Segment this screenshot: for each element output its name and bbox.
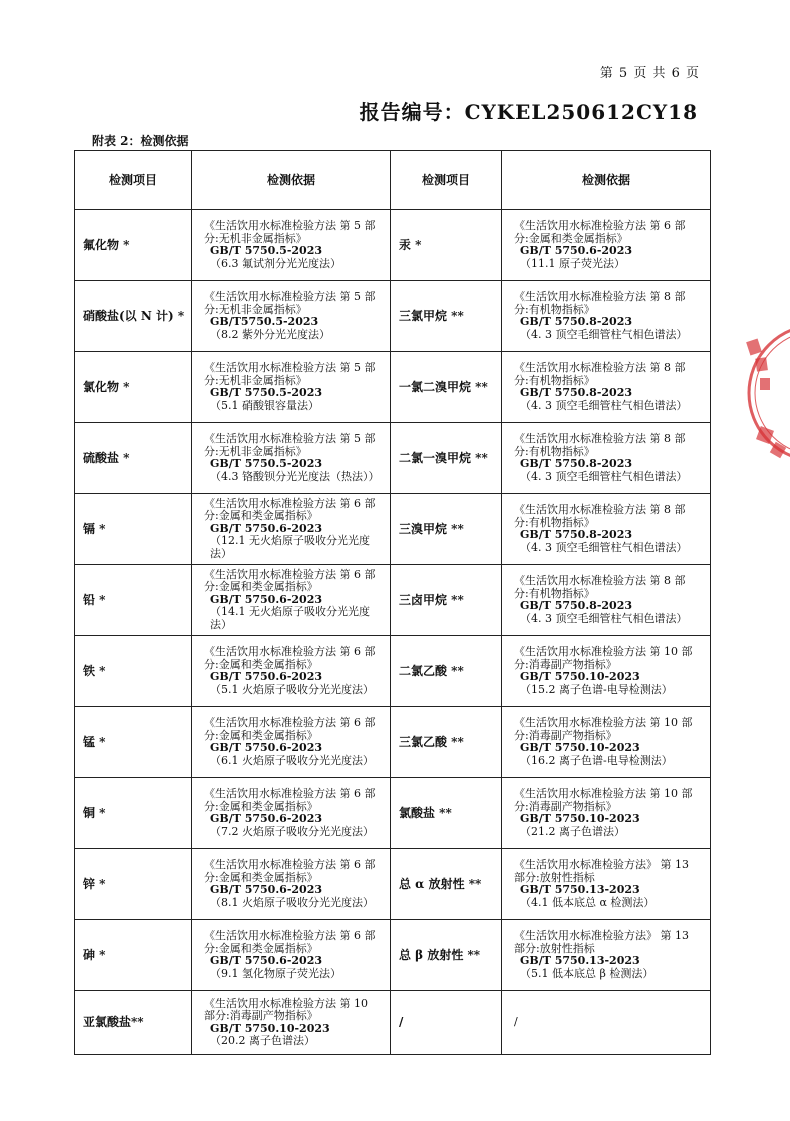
basis-line: 分:金属和类金属指标》 — [204, 870, 318, 884]
test-basis-left — [192, 991, 391, 1055]
basis-line: GB/T 5750.8-2023 — [520, 315, 633, 328]
test-item-left: 氟化物 * — [75, 210, 192, 281]
basis-line: 《生活饮用水标准检验方法 第 6 部 — [204, 929, 376, 942]
official-seal-stamp — [742, 318, 790, 468]
basis-line: GB/T 5750.6-2023 — [210, 670, 323, 683]
test-item-left: 镉 * — [75, 494, 192, 565]
test-item-left: 硫酸盐 * — [75, 423, 192, 494]
page-number: 第 5 页 共 6 页 — [599, 66, 700, 81]
table-row — [75, 423, 711, 494]
test-basis-right — [502, 494, 711, 565]
basis-line: GB/T 5750.6-2023 — [520, 244, 633, 257]
test-item-left: 硝酸盐(以 N 计) * — [75, 281, 192, 352]
basis-line: 分:金属和类金属指标》 — [204, 941, 318, 955]
basis-line: 《生活饮用水标准检验方法 第 8 部 — [514, 574, 686, 587]
basis-line: GB/T 5750.5-2023 — [210, 386, 323, 399]
basis-line: 分:金属和类金属指标》 — [204, 580, 318, 594]
basis-line: （9.1 氢化物原子荧光法） — [210, 966, 341, 980]
basis-line: 分:无机非金属指标》 — [204, 302, 307, 316]
header-item-right: 检测项目 — [391, 151, 502, 210]
test-basis-left — [192, 636, 391, 707]
basis-line: （8.1 火焰原子吸收分光光度法） — [210, 895, 374, 909]
basis-line: 分:有机物指标》 — [514, 444, 595, 458]
basis-line: 《生活饮用水标准检验方法 第 5 部 — [204, 361, 376, 374]
test-item-left: 氯化物 * — [75, 352, 192, 423]
basis-line: 分:消毒副产物指标》 — [514, 799, 617, 813]
basis-line: （5.1 硝酸银容量法） — [210, 398, 319, 412]
basis-line: （5.1 低本底总 β 检测法） — [520, 966, 654, 980]
basis-line: （12.1 无火焰原子吸收分光光度 — [210, 534, 370, 548]
basis-line: 《生活饮用水标准检验方法 第 10 部 — [514, 787, 693, 800]
test-basis-left — [192, 920, 391, 991]
basis-line: 《生活饮用水标准检验方法 第 6 部 — [204, 496, 376, 510]
inspection-basis-table — [74, 150, 711, 1055]
table-row — [75, 778, 711, 849]
basis-line: （15.2 离子色谱-电导检测法） — [520, 682, 673, 696]
basis-line: （5.1 火焰原子吸收分光光度法） — [210, 682, 374, 696]
test-basis-left — [192, 281, 391, 352]
table-row — [75, 849, 711, 920]
test-item-right: 三氯甲烷 ** — [391, 281, 502, 352]
table-body — [75, 210, 711, 1055]
test-basis-left — [192, 494, 391, 565]
basis-line: 部分:消毒副产物指标》 — [204, 1009, 318, 1022]
basis-line: （16.2 离子色谱-电导检测法） — [520, 753, 673, 767]
test-item-right: 二氯一溴甲烷 ** — [391, 423, 502, 494]
basis-line: GB/T 5750.6-2023 — [210, 812, 323, 825]
basis-line: （14.1 无火焰原子吸收分光光度 — [210, 605, 370, 619]
test-item-right: 汞 * — [391, 210, 502, 281]
test-basis-right — [502, 210, 711, 281]
table-header-row — [75, 151, 711, 210]
test-item-right: 总 β 放射性 ** — [391, 920, 502, 991]
basis-line: （4. 3 顶空毛细管柱气相色谱法） — [520, 469, 688, 483]
basis-line: （21.2 离子色谱法） — [520, 824, 625, 838]
basis-line: 《生活饮用水标准检验方法》 第 13 — [514, 929, 689, 942]
basis-line: 《生活饮用水标准检验方法 第 8 部 — [514, 503, 686, 516]
table-row — [75, 920, 711, 991]
test-basis-right — [502, 778, 711, 849]
table-caption: 附表 2：检测依据 — [92, 134, 189, 148]
test-basis-right — [502, 849, 711, 920]
basis-line: （4. 3 顶空毛细管柱气相色谱法） — [520, 398, 688, 412]
basis-line: 分:金属和类金属指标》 — [204, 657, 318, 671]
basis-line: 《生活饮用水标准检验方法 第 6 部 — [204, 858, 376, 871]
basis-line: 法） — [210, 617, 232, 631]
test-item-right: 三溴甲烷 ** — [391, 494, 502, 565]
basis-line: 分:金属和类金属指标》 — [204, 728, 318, 742]
table-row — [75, 636, 711, 707]
test-item-left: 锰 * — [75, 707, 192, 778]
test-item-right: / — [391, 991, 502, 1055]
basis-line: 分:金属和类金属指标》 — [514, 231, 628, 245]
test-item-left: 铁 * — [75, 636, 192, 707]
basis-line: GB/T 5750.6-2023 — [210, 954, 323, 967]
test-item-left: 亚氯酸盐** — [75, 991, 192, 1055]
basis-line: 《生活饮用水标准检验方法 第 6 部 — [204, 567, 376, 581]
test-item-left: 铅 * — [75, 565, 192, 636]
basis-line: （20.2 离子色谱法） — [210, 1034, 315, 1047]
basis-line: （6.1 火焰原子吸收分光光度法） — [210, 753, 374, 767]
table-row — [75, 991, 711, 1055]
basis-line: GB/T 5750.10-2023 — [520, 670, 640, 683]
basis-line: 分:无机非金属指标》 — [204, 444, 307, 458]
test-basis-right — [502, 565, 711, 636]
report-number: 报告编号：CYKEL250612CY18 — [359, 100, 698, 124]
basis-line: GB/T 5750.10-2023 — [210, 1021, 330, 1035]
test-item-right: 总 α 放射性 ** — [391, 849, 502, 920]
basis-line: （4.1 低本底总 α 检测法） — [520, 895, 655, 909]
test-basis-left — [192, 210, 391, 281]
test-item-right: 三卤甲烷 ** — [391, 565, 502, 636]
basis-line: 分:消毒副产物指标》 — [514, 657, 617, 671]
basis-line: 《生活饮用水标准检验方法 第 5 部 — [204, 432, 376, 445]
basis-line: 部分:放射性指标 — [514, 941, 595, 955]
test-item-right: 三氯乙酸 ** — [391, 707, 502, 778]
basis-line: 分:无机非金属指标》 — [204, 373, 307, 387]
basis-line: 《生活饮用水标准检验方法 第 10 部 — [514, 645, 693, 658]
test-basis-left — [192, 849, 391, 920]
basis-line: 分:金属和类金属指标》 — [204, 509, 318, 523]
basis-line: 《生活饮用水标准检验方法》 第 13 — [514, 858, 689, 871]
header-basis-right: 检测依据 — [502, 151, 711, 210]
test-basis-right — [502, 707, 711, 778]
table-row — [75, 352, 711, 423]
basis-line: 部分:放射性指标 — [514, 870, 595, 884]
basis-line: GB/T 5750.6-2023 — [210, 741, 323, 754]
basis-line: GB/T 5750.10-2023 — [520, 812, 640, 825]
basis-line: （4. 3 顶空毛细管柱气相色谱法） — [520, 540, 688, 554]
basis-line: 《生活饮用水标准检验方法 第 5 部 — [204, 290, 376, 303]
basis-line: （6.3 氟试剂分光光度法） — [210, 256, 341, 270]
basis-line: 分:有机物指标》 — [514, 515, 595, 529]
basis-line: 《生活饮用水标准检验方法 第 10 部 — [514, 716, 693, 729]
basis-line: GB/T 5750.8-2023 — [520, 599, 633, 612]
header-item-left: 检测项目 — [75, 151, 192, 210]
basis-line: 分:消毒副产物指标》 — [514, 728, 617, 742]
basis-line: 分:有机物指标》 — [514, 586, 595, 600]
basis-line: / — [514, 1015, 518, 1029]
test-basis-right — [502, 423, 711, 494]
table-row — [75, 281, 711, 352]
basis-line: （7.2 火焰原子吸收分光光度法） — [210, 824, 374, 838]
basis-line: （8.2 紫外分光光度法） — [210, 327, 330, 341]
test-basis-left — [192, 707, 391, 778]
basis-line: 《生活饮用水标准检验方法 第 10 — [204, 996, 368, 1010]
basis-line: GB/T5750.5-2023 — [210, 315, 319, 328]
table-row — [75, 210, 711, 281]
basis-line: GB/T 5750.13-2023 — [520, 883, 640, 896]
basis-line: （4.3 铬酸钡分光光度法（热法）） — [210, 469, 380, 483]
table-row — [75, 565, 711, 636]
test-basis-left — [192, 565, 391, 636]
basis-line: GB/T 5750.8-2023 — [520, 528, 633, 541]
test-basis-right — [502, 352, 711, 423]
basis-line: GB/T 5750.8-2023 — [520, 457, 633, 470]
basis-line: GB/T 5750.8-2023 — [520, 386, 633, 399]
basis-line: 《生活饮用水标准检验方法 第 6 部 — [204, 787, 376, 800]
table-row — [75, 494, 711, 565]
basis-line: 《生活饮用水标准检验方法 第 8 部 — [514, 290, 686, 303]
test-basis-right — [502, 636, 711, 707]
table-row — [75, 707, 711, 778]
basis-line: GB/T 5750.13-2023 — [520, 954, 640, 967]
test-basis-right — [502, 920, 711, 991]
basis-line: 分:有机物指标》 — [514, 373, 595, 387]
test-basis-left — [192, 423, 391, 494]
basis-line: 法） — [210, 546, 232, 560]
test-item-right: 氯酸盐 ** — [391, 778, 502, 849]
basis-line: 《生活饮用水标准检验方法 第 6 部 — [204, 716, 376, 729]
basis-line: 分:金属和类金属指标》 — [204, 799, 318, 813]
test-basis-right — [502, 991, 711, 1055]
basis-line: 《生活饮用水标准检验方法 第 6 部 — [514, 219, 686, 232]
test-item-left: 锌 * — [75, 849, 192, 920]
basis-line: 《生活饮用水标准检验方法 第 6 部 — [204, 645, 376, 658]
basis-line: GB/T 5750.6-2023 — [210, 883, 323, 896]
basis-line: （11.1 原子荧光法） — [520, 256, 625, 270]
basis-line: 《生活饮用水标准检验方法 第 8 部 — [514, 361, 686, 374]
test-basis-left — [192, 352, 391, 423]
header-basis-left: 检测依据 — [192, 151, 391, 210]
basis-line: （4. 3 顶空毛细管柱气相色谱法） — [520, 611, 688, 625]
basis-line: GB/T 5750.6-2023 — [210, 521, 323, 535]
basis-line: GB/T 5750.10-2023 — [520, 741, 640, 754]
test-item-right: 二氯乙酸 ** — [391, 636, 502, 707]
basis-line: GB/T 5750.5-2023 — [210, 457, 323, 470]
basis-line: 分:无机非金属指标》 — [204, 231, 307, 245]
basis-line: 《生活饮用水标准检验方法 第 5 部 — [204, 219, 376, 232]
basis-line: GB/T 5750.5-2023 — [210, 244, 323, 257]
test-basis-left — [192, 778, 391, 849]
basis-line: （4. 3 顶空毛细管柱气相色谱法） — [520, 327, 688, 341]
test-item-left: 铜 * — [75, 778, 192, 849]
basis-line: 分:有机物指标》 — [514, 302, 595, 316]
test-item-left: 砷 * — [75, 920, 192, 991]
basis-line: GB/T 5750.6-2023 — [210, 592, 323, 606]
basis-line: 《生活饮用水标准检验方法 第 8 部 — [514, 432, 686, 445]
test-basis-right — [502, 281, 711, 352]
test-item-right: 一氯二溴甲烷 ** — [391, 352, 502, 423]
